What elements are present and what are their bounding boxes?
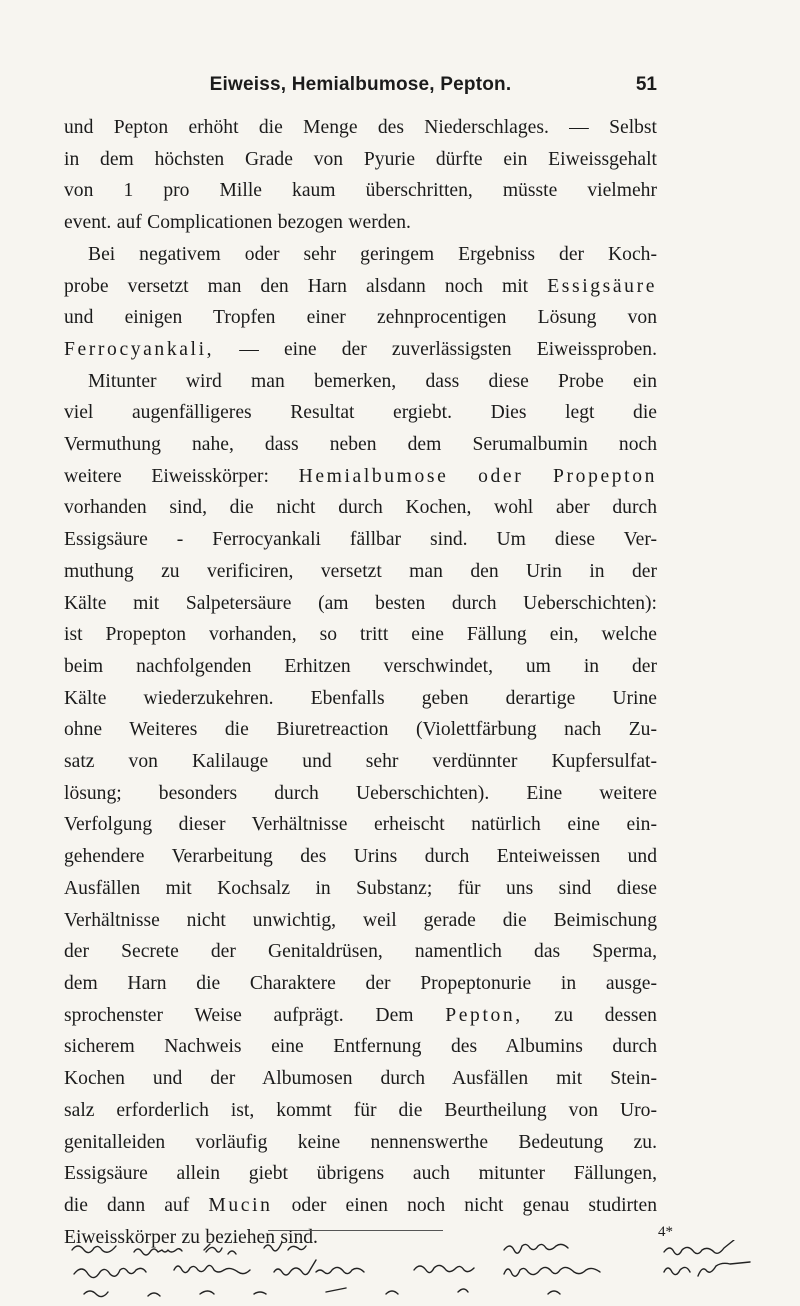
text-line: und einigen Tropfen einer zehnprocentigen Lösung von	[64, 307, 657, 329]
spaced-term-oder: oder	[478, 465, 524, 487]
handwritten-annotation	[64, 1240, 784, 1302]
text-line: Kochen und der Albumosen durch Ausfällen mit Stein-	[64, 1068, 657, 1090]
text-line: Mitunter wird man bemerken, dass diese Probe ein	[88, 370, 657, 392]
text-line: in dem höchsten Grade von Pyurie dürfte ein Eiweissgehalt	[64, 148, 657, 170]
text-line: Essigsäure allein giebt übrigens auch mitunter Fällungen,	[64, 1163, 657, 1185]
spaced-term-hemialbumose: Hemialbumose	[298, 465, 449, 487]
text-line: Essigsäure - Ferrocyankali fällbar sind. Um diese Ver-	[64, 529, 657, 551]
spaced-term-propepton: Propepton	[553, 465, 657, 487]
spaced-term-pepton: Pepton,	[445, 1004, 523, 1026]
text-line: muthung zu verificiren, versetzt man den Urin in der	[64, 560, 657, 582]
text-line	[64, 271, 657, 303]
text-line: und Pepton erhöht die Menge des Niederschlages. — Selbst	[64, 117, 657, 138]
page-number: 51	[635, 74, 657, 95]
text-line: vorhanden sind, die nicht durch Kochen, wohl aber durch	[64, 497, 657, 519]
text-line: Kälte mit Salpetersäure (am besten durch Ueberschichten):	[64, 592, 657, 614]
text-fragment: die dann auf	[64, 1194, 190, 1216]
text-line	[64, 1000, 657, 1032]
text-line: ist Propepton vorhanden, so tritt eine Fällung ein, welche	[64, 624, 657, 646]
spaced-term-ferrocyankali: Ferrocyankali,	[64, 338, 215, 360]
text-line: event. auf Complicationen bezogen werden.	[64, 212, 411, 234]
text-line: ohne Weiteres die Biuretreaction (Violettfärbung nach Zu-	[64, 719, 657, 741]
text-line: dem Harn die Charaktere der Propeptonurie in ausge-	[64, 972, 657, 994]
footnote-rule	[268, 1230, 443, 1231]
text-line: satz von Kalilauge und sehr verdünnter Kupfersulfat-	[64, 751, 657, 773]
text-line: gehendere Verarbeitung des Urins durch Enteiweissen und	[64, 846, 657, 868]
text-line: salz erforderlich ist, kommt für die Beurtheilung von Uro-	[64, 1099, 657, 1121]
text-line: Ausfällen mit Kochsalz in Substanz; für uns sind diese	[64, 877, 657, 899]
text-line: Verfolgung dieser Verhältnisse erheischt natürlich eine ein-	[64, 814, 657, 836]
text-line: viel augenfälligeres Resultat ergiebt. Dies legt die	[64, 402, 657, 424]
text-line: Vermuthung nahe, dass neben dem Serumalbumin noch	[64, 434, 657, 456]
text-fragment: zu dessen	[554, 1004, 657, 1026]
text-line: lösung; besonders durch Ueberschichten). Eine weitere	[64, 782, 657, 804]
text-line: der Secrete der Genitaldrüsen, namentlich das Sperma,	[64, 941, 657, 963]
text-fragment: probe versetzt man den Harn alsdann noch mit	[64, 275, 529, 297]
signature-mark: 4*	[658, 1224, 673, 1240]
text-fragment: oder einen noch nicht genau studirten	[291, 1194, 657, 1216]
body-text	[64, 112, 657, 1253]
handwriting-scribble	[64, 1240, 784, 1302]
text-fragment: sprochenster Weise aufprägt. Dem	[64, 1004, 414, 1026]
text-fragment: — eine der zuverlässigsten Eiweissproben.	[239, 338, 657, 360]
text-line	[64, 334, 657, 366]
text-line: beim nachfolgenden Erhitzen verschwindet, um in der	[64, 655, 657, 677]
running-title: Eiweiss, Hemialbumose, Pepton.	[209, 74, 512, 95]
text-line: Bei negativem oder sehr geringem Ergebniss der Koch-	[88, 243, 657, 265]
text-line: Verhältnisse nicht unwichtig, weil gerade die Beimischung	[64, 909, 657, 931]
text-line: genitalleiden vorläufig keine nennenswerthe Bedeutung zu.	[64, 1131, 657, 1153]
spaced-term-mucin: Mucin	[208, 1194, 273, 1216]
text-line: von 1 pro Mille kaum überschritten, müsste vielmehr	[64, 180, 657, 202]
text-line: sicherem Nachweis eine Entfernung des Albumins durch	[64, 1036, 657, 1058]
page-header	[64, 74, 657, 104]
text-line: Eiweisskörper zu beziehen sind.	[64, 1226, 318, 1248]
text-line: Kälte wiederzukehren. Ebenfalls geben derartige Urine	[64, 687, 657, 709]
text-fragment: weitere Eiweisskörper:	[64, 465, 269, 487]
spaced-term-essigsaeure: Essigsäure	[547, 275, 657, 297]
text-line	[64, 461, 657, 493]
text-line	[64, 1190, 657, 1222]
